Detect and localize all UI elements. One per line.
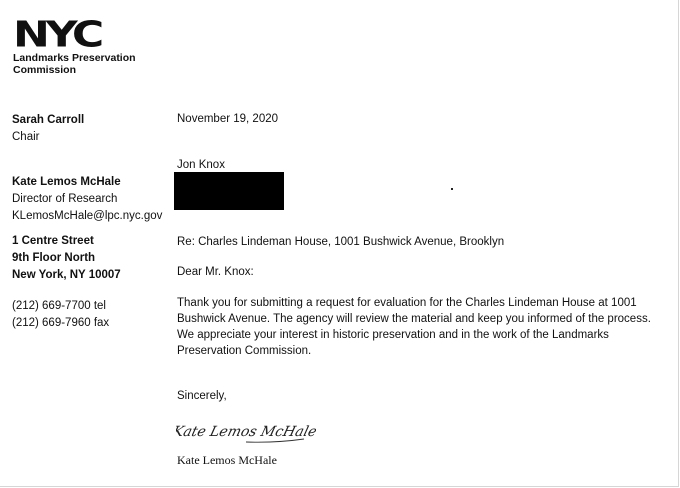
- sidebar-address: [12, 233, 121, 284]
- address-line3: New York, NY 10007: [12, 269, 121, 281]
- re-line: Re: Charles Lindeman House, 1001 Bushwick Avenue, Brooklyn: [177, 236, 505, 248]
- agency-name: [13, 52, 136, 76]
- director-title: Director of Research: [12, 193, 118, 205]
- scan-speck: [451, 188, 453, 190]
- handwritten-signature: [176, 412, 316, 453]
- body-line: Thank you for submitting a request for evaluation for the Charles Lindeman House at 1001: [177, 297, 637, 309]
- letter-date: November 19, 2020: [177, 113, 279, 125]
- phone-fax: (212) 669-7960 fax: [12, 317, 110, 329]
- chair-name: Sarah Carroll: [12, 114, 85, 126]
- chair-title: Chair: [12, 131, 40, 143]
- sidebar-chair: [12, 112, 84, 146]
- agency-name-line2: Commission: [13, 64, 77, 76]
- salutation: Dear Mr. Knox:: [177, 266, 254, 278]
- closing: Sincerely,: [177, 390, 227, 402]
- signature-script: Kate Lemos McHale: [176, 424, 316, 440]
- agency-name-line1: Landmarks Preservation: [13, 52, 136, 64]
- nyc-logo: [13, 14, 143, 55]
- sidebar-director: [12, 174, 162, 225]
- redaction-box: [174, 172, 284, 210]
- recipient-name: Jon Knox: [177, 159, 225, 171]
- nyc-logo-mark: NYC: [13, 14, 101, 50]
- body-line: We appreciate your interest in historic preservation and in the work of the Landmarks: [177, 329, 609, 341]
- sidebar-phone: [12, 298, 109, 332]
- letter-body: [177, 295, 651, 359]
- phone-tel: (212) 669-7700 tel: [12, 300, 106, 312]
- body-line: Preservation Commission.: [177, 345, 312, 357]
- address-line2: 9th Floor North: [12, 252, 96, 264]
- body-line: Bushwick Avenue. The agency will review the material and keep you informed of the process.: [177, 313, 651, 325]
- address-line1: 1 Centre Street: [12, 235, 94, 247]
- director-name: Kate Lemos McHale: [12, 176, 121, 188]
- director-email[interactable]: KLemosMcHale@lpc.nyc.gov: [12, 210, 163, 222]
- printed-name: Kate Lemos McHale: [177, 453, 277, 467]
